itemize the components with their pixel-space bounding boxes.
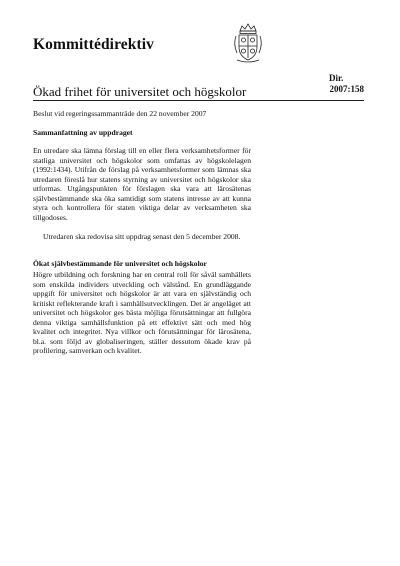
- section-heading-self-determination: Ökat självbestämmande för universitet och högskolor: [33, 259, 207, 268]
- document-title: Ökad frihet för universitet och högskolor: [33, 84, 247, 99]
- section-heading-summary: Sammanfattning av uppdraget: [33, 128, 133, 137]
- swedish-coat-of-arms-icon: [231, 22, 265, 64]
- document-type-heading: Kommittédirektiv: [33, 36, 154, 53]
- decision-line: Beslut vid regeringssammanträde den 22 november 2007: [33, 109, 207, 118]
- title-divider: [33, 100, 364, 101]
- summary-paragraph: En utredare ska lämna förslag till en eller flera verksamhetsformer för statliga universitet och högskolor som omfattas av högskolelagen (1992:1434). Utifrån de förslag på verksamhetsformer som lämnas ska utredaren föreslå hur statens styrning av universitet och högskolor ska utformas. Utgångspunkten för förslagen ska vara att lärosätenas självbestämmande ska öka samtidigt som statens intresse av att kunna styra och kontrollera för staten viktiga delar av verksamheten ska tillgodoses.: [33, 146, 251, 222]
- directive-number: 2007:158: [329, 84, 364, 94]
- summary-deadline-paragraph: Utredaren ska redovisa sitt uppdrag senast den 5 december 2008.: [43, 232, 241, 241]
- directive-label: Dir.: [329, 73, 344, 83]
- self-determination-paragraph: Högre utbildning och forskning har en central roll för såväl samhällets som enskilda individers utveckling och välstånd. En grundläggande uppgift för universitet och högskolor är att vara en självständig och kritiskt reflekterande kraft i samhällsutvecklingen. Det är angeläget att universitet och högskolor ges bästa möjliga förutsättningar att fullgöra denna viktiga samhällsfunktion på ett effektivt sätt och med hög kvalitet och integritet. Nya villkor och förutsättningar för lärosätena, bl.a. som följd av globaliseringen, ställer dessutom ökade krav på profilering, samverkan och kvalitet.: [33, 270, 251, 356]
